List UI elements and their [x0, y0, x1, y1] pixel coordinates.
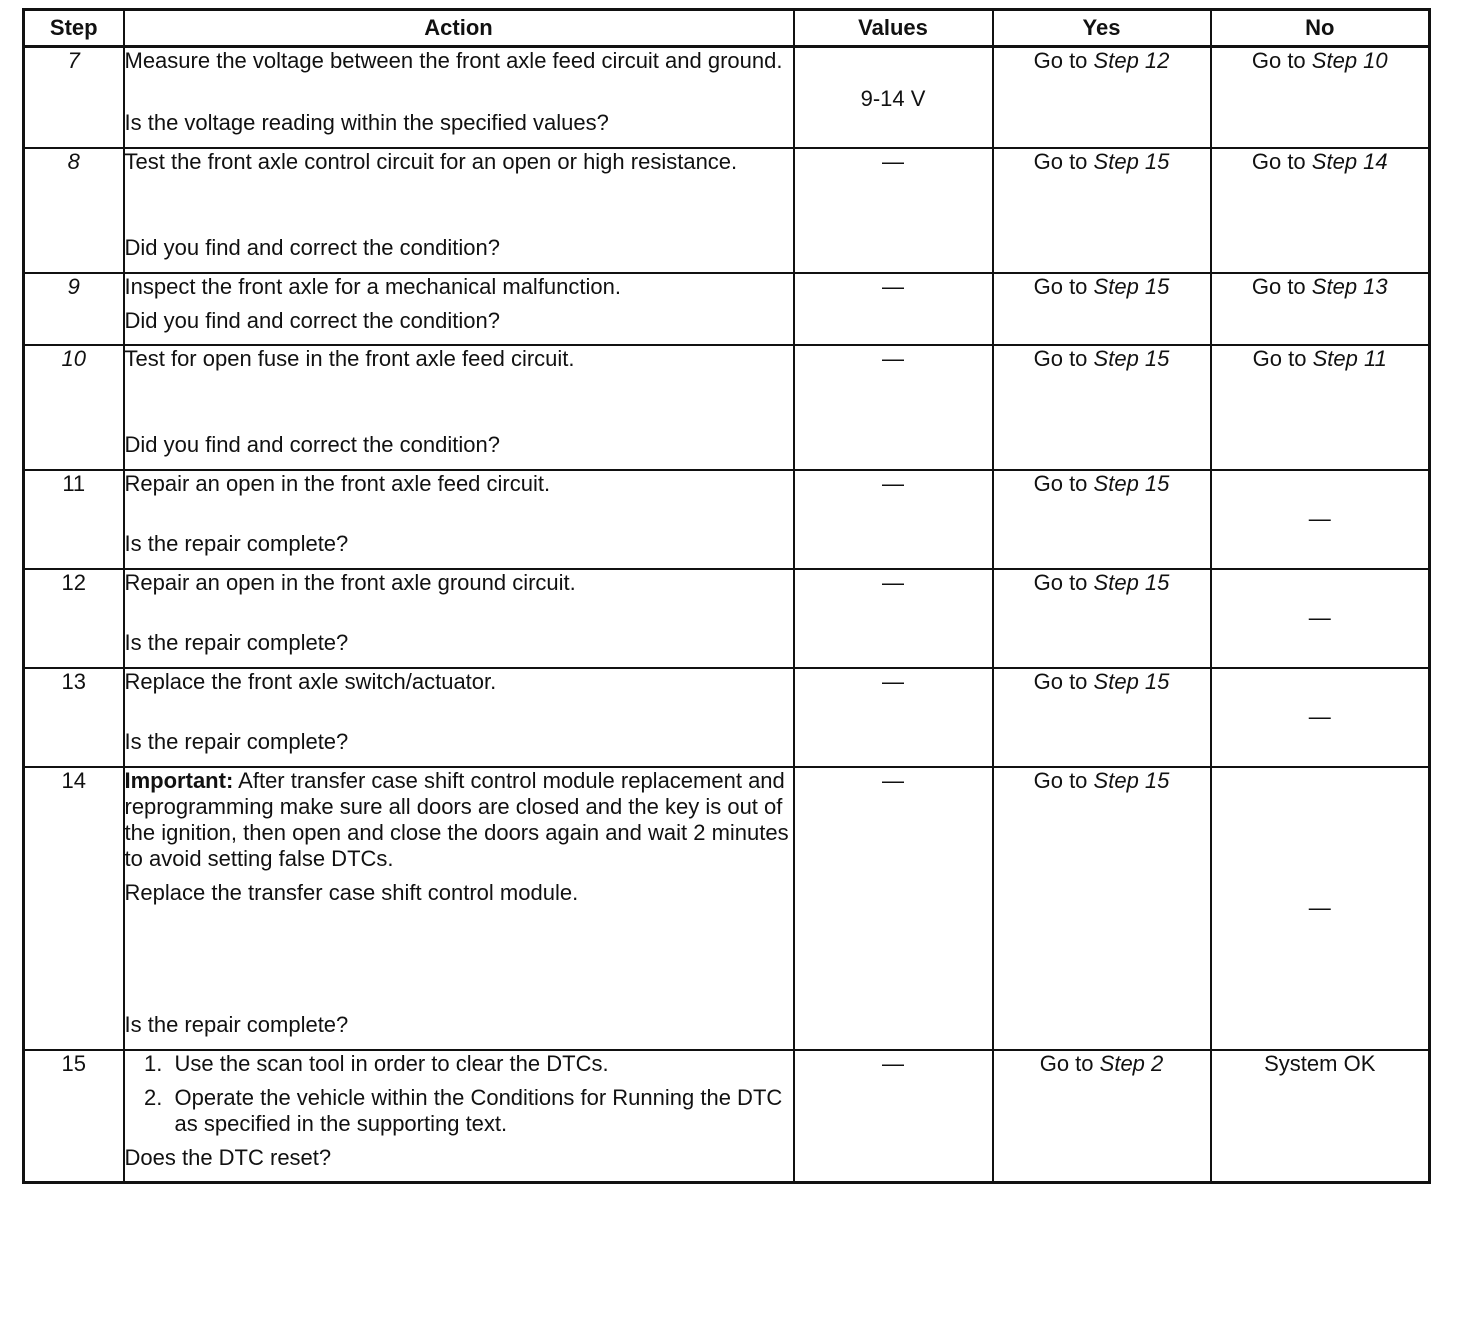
go-to-label: Go to	[1251, 148, 1306, 174]
action-question: Is the voltage reading within the specified values?	[124, 110, 609, 135]
yes-step-link[interactable]: Step 12	[1093, 48, 1170, 73]
diagnostic-table-sheet	[22, 8, 1428, 1184]
value-cell: —	[794, 668, 993, 767]
go-to-label: Go to	[1033, 767, 1088, 793]
action-question: Is the repair complete?	[124, 629, 349, 655]
action-text: Test for open fuse in the front axle feed circuit.	[124, 345, 575, 371]
header-yes: Yes	[993, 10, 1211, 47]
action-text: Test the front axle control circuit for an open or high resistance.	[124, 148, 738, 174]
header-step: Step	[24, 10, 124, 47]
step-number: 13	[24, 668, 124, 767]
no-cell	[1211, 345, 1430, 470]
go-to-label: Go to	[1033, 668, 1088, 694]
no-step-link[interactable]: Step 14	[1311, 148, 1388, 174]
no-cell: —	[1211, 470, 1430, 569]
action-cell	[124, 273, 794, 345]
action-question: Is the repair complete?	[124, 728, 349, 754]
go-to-label: Go to	[1033, 148, 1088, 174]
go-to-label: Go to	[1251, 48, 1306, 73]
no-cell	[1211, 273, 1430, 345]
action-question: Did you find and correct the condition?	[124, 307, 500, 333]
action-cell	[124, 668, 794, 767]
action-text: Replace the transfer case shift control module.	[124, 879, 579, 905]
action-question: Did you find and correct the condition?	[124, 431, 500, 457]
list-item: 1. Use the scan tool in order to clear the DTCs.	[169, 1051, 793, 1077]
diagnostic-table	[22, 8, 1431, 1184]
go-to-label: Go to	[1039, 1050, 1094, 1076]
action-cell	[124, 1050, 794, 1183]
yes-cell	[993, 1050, 1211, 1183]
action-text: Repair an open in the front axle ground circuit.	[124, 569, 576, 595]
header-no: No	[1211, 10, 1430, 47]
step-number: 8	[24, 148, 124, 273]
no-cell: System OK	[1211, 1050, 1430, 1183]
no-step-link[interactable]: Step 13	[1311, 273, 1388, 299]
table-row	[24, 47, 1430, 148]
action-cell	[124, 345, 794, 470]
action-cell	[124, 47, 794, 148]
important-text: After transfer case shift control module replacement and reprogramming make sure all doors are closed and the key is out of the ignition, then open and close the doors again and wait 2 minutes to avoid setting false DTCs.	[124, 767, 789, 871]
yes-step-link[interactable]: Step 15	[1093, 569, 1170, 595]
yes-step-link[interactable]: Step 15	[1093, 345, 1170, 371]
action-question: Does the DTC reset?	[124, 1144, 332, 1170]
no-cell: —	[1211, 668, 1430, 767]
yes-cell	[993, 569, 1211, 668]
value-cell: —	[794, 470, 993, 569]
action-question: Is the repair complete?	[124, 1011, 349, 1037]
action-question: Did you find and correct the condition?	[124, 234, 500, 260]
value-cell: —	[794, 273, 993, 345]
step-number: 11	[24, 470, 124, 569]
go-to-label: Go to	[1033, 569, 1088, 595]
step-number: 15	[24, 1050, 124, 1183]
yes-cell	[993, 668, 1211, 767]
no-cell: —	[1211, 767, 1430, 1050]
go-to-label: Go to	[1033, 48, 1088, 73]
no-cell	[1211, 148, 1430, 273]
no-cell	[1211, 47, 1430, 148]
no-step-link[interactable]: Step 11	[1312, 345, 1387, 371]
table-row	[24, 148, 1430, 273]
table-row	[24, 767, 1430, 1050]
important-label: Important:	[124, 767, 234, 793]
step-number: 7	[24, 47, 124, 148]
action-cell	[124, 569, 794, 668]
action-text: Measure the voltage between the front axle feed circuit and ground.	[124, 48, 783, 73]
go-to-label: Go to	[1033, 470, 1088, 496]
step-number: 9	[24, 273, 124, 345]
yes-cell	[993, 273, 1211, 345]
value-cell: —	[794, 767, 993, 1050]
value-cell: —	[794, 569, 993, 668]
header-action: Action	[124, 10, 794, 47]
yes-step-link[interactable]: Step 15	[1093, 470, 1170, 496]
value-cell: —	[794, 345, 993, 470]
action-cell	[124, 767, 794, 1050]
table-row	[24, 569, 1430, 668]
action-cell	[124, 148, 794, 273]
action-text: Replace the front axle switch/actuator.	[124, 668, 497, 694]
go-to-label: Go to	[1033, 345, 1088, 371]
yes-step-link[interactable]: Step 2	[1099, 1050, 1164, 1076]
step-number: 12	[24, 569, 124, 668]
yes-cell	[993, 767, 1211, 1050]
table-row	[24, 470, 1430, 569]
list-item: 2. Operate the vehicle within the Conditions for Running the DTC as specified in the supporting text.	[169, 1085, 793, 1137]
header-values: Values	[794, 10, 993, 47]
no-cell: —	[1211, 569, 1430, 668]
yes-cell	[993, 470, 1211, 569]
yes-step-link[interactable]: Step 15	[1093, 148, 1170, 174]
table-header-row	[24, 10, 1430, 47]
table-row	[24, 273, 1430, 345]
step-number: 10	[24, 345, 124, 470]
no-step-link[interactable]: Step 10	[1311, 48, 1388, 73]
yes-cell	[993, 345, 1211, 470]
go-to-label: Go to	[1251, 273, 1306, 299]
table-row	[24, 1050, 1430, 1183]
yes-step-link[interactable]: Step 15	[1093, 668, 1170, 694]
go-to-label: Go to	[1252, 345, 1307, 371]
yes-cell	[993, 148, 1211, 273]
value-cell: —	[794, 148, 993, 273]
action-question: Is the repair complete?	[124, 530, 349, 556]
value-cell: 9-14 V	[794, 47, 993, 148]
yes-step-link[interactable]: Step 15	[1093, 767, 1170, 793]
table-row	[24, 668, 1430, 767]
action-steps-list	[125, 1051, 793, 1145]
go-to-label: Go to	[1033, 273, 1088, 299]
table-row	[24, 345, 1430, 470]
action-cell	[124, 470, 794, 569]
yes-step-link[interactable]: Step 15	[1093, 273, 1170, 299]
step-number: 14	[24, 767, 124, 1050]
action-text: Repair an open in the front axle feed circuit.	[124, 470, 551, 496]
action-text: Inspect the front axle for a mechanical malfunction.	[124, 273, 621, 299]
yes-cell	[993, 47, 1211, 148]
value-cell: —	[794, 1050, 993, 1183]
important-note	[125, 768, 793, 872]
